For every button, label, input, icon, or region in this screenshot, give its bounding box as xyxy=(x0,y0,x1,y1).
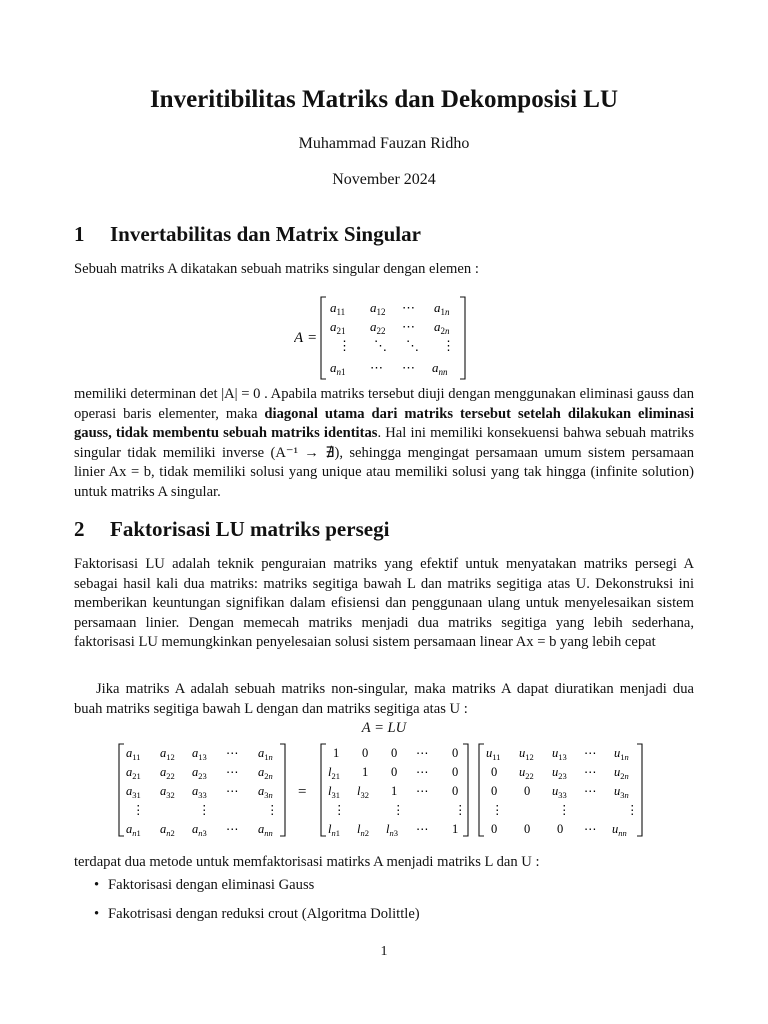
svg-text:⋯: ⋯ xyxy=(584,765,597,779)
svg-text:⋯: ⋯ xyxy=(416,765,429,779)
svg-text:⋯: ⋯ xyxy=(416,746,429,760)
svg-text:a2n: $a_{2n}$ xyxy=(434,319,450,336)
svg-text:a22: $a_{22}$ xyxy=(160,765,175,781)
svg-text:u22: $u_{22}$ xyxy=(519,765,534,781)
svg-text:a13: $a_{13}$ xyxy=(192,746,207,762)
svg-text:ann: $a_{nn}$ xyxy=(258,822,273,838)
svg-text:⋱: ⋱ xyxy=(374,338,387,353)
section-2-paragraph-3: terdapat dua metode untuk memfaktorisasi matirks A menjadi matriks L dan U : xyxy=(74,854,540,870)
svg-text:u12: $u_{12}$ xyxy=(519,746,534,762)
svg-text:a3n: $a_{3n}$ xyxy=(258,784,273,800)
svg-text:an3: $a_{n3}$ xyxy=(192,822,207,838)
svg-text:a12: $a_{12}$ xyxy=(160,746,175,762)
svg-text:a2n: $a_{2n}$ xyxy=(258,765,273,781)
svg-text:1: 1 xyxy=(391,784,398,798)
svg-text:⋯: ⋯ xyxy=(226,765,239,779)
svg-text:l21: $l_{21}$ xyxy=(328,765,340,781)
svg-text:0: 0 xyxy=(452,765,459,779)
svg-text:⋮: ⋮ xyxy=(626,803,639,817)
svg-text:u11: $u_{11}$ xyxy=(486,746,501,762)
svg-text:⋮: ⋮ xyxy=(454,803,467,817)
svg-text:l32: $l_{32}$ xyxy=(357,784,369,800)
svg-text:unn: $u_{nn}$ xyxy=(612,822,627,838)
svg-text:an2: $a_{n2}$ xyxy=(160,822,175,838)
svg-text:1: 1 xyxy=(452,822,459,836)
svg-text:⋯: ⋯ xyxy=(584,784,597,798)
list-item-text: Fakotrisasi dengan reduksi crout (Algoritma Dolittle) xyxy=(108,906,420,922)
svg-text:0: 0 xyxy=(491,765,498,779)
section-2-paragraph-1: Faktorisasi LU adalah teknik penguraian matriks yang efektif untuk menyatakan matriks persegi A sebagai hasil kali dua matriks: matriks segitiga bawah L dan matriks segitiga atas U. Dekonstruksi ini memberikan keuntungan signifikan dalam efisiensi dan penggunaan ulang untuk menyelesaikan sistem persamaan linier. Dengan memecah matriks menjadi dua matriks segitiga yang lebih sederhana, faktorisasi LU memungkinkan penyelesaian solusi sistem persamaan linear Ax = b yang lebih cepat xyxy=(74,556,694,650)
list-item xyxy=(94,906,420,923)
section-2-title: Faktorisasi LU matriks persegi xyxy=(110,517,390,541)
svg-text:⋯: ⋯ xyxy=(402,319,415,334)
svg-text:⋮: ⋮ xyxy=(333,803,346,817)
list-item xyxy=(94,877,314,894)
svg-text:⋱: ⋱ xyxy=(406,338,419,353)
bullet-icon: • xyxy=(94,906,100,922)
section-2-paragraph-2: Jika matriks A adalah sebuah matriks non-singular, maka matriks A dapat diuratikan menjadi dua buah matriks segitiga bawah L dengan dan matriks segitiga atas U : xyxy=(74,681,694,717)
svg-text:A: A xyxy=(294,330,304,346)
paper-title: Inveritibilitas Matriks dan Dekomposisi LU xyxy=(149,86,619,113)
svg-text:⋯: ⋯ xyxy=(402,300,415,315)
paper-date: November 2024 xyxy=(332,171,436,188)
svg-text:⋮: ⋮ xyxy=(558,803,571,817)
section-1-text-b: . Hal ini memiliki konsekuensi bahwa sebuah matriks singular tidak memiliki inverse (A⁻¹ → ∄), sehingga mengingat persamaan umum sistem persamaan linier Ax = b, tidak memiliki solusi yang unique atau memiliki solusi yang tak hingga (infinite solution) untuk matriks A singular. xyxy=(74,425,694,500)
svg-text:a33: $a_{33}$ xyxy=(192,784,207,800)
svg-text:=: = xyxy=(308,330,317,346)
svg-text:0: 0 xyxy=(452,746,459,760)
svg-text:1: 1 xyxy=(333,746,340,760)
svg-text:⋯: ⋯ xyxy=(584,822,597,836)
svg-text:0: 0 xyxy=(391,746,398,760)
svg-text:ln1: $l_{n1}$ xyxy=(328,822,340,838)
svg-text:a31: $a_{31}$ xyxy=(126,784,141,800)
svg-text:⋮: ⋮ xyxy=(338,338,351,353)
section-1-intro: Sebuah matriks A dikatakan sebuah matriks singular dengan elemen : xyxy=(74,261,479,277)
svg-text:u23: $u_{23}$ xyxy=(552,765,567,781)
svg-text:=: = xyxy=(298,784,307,800)
svg-text:⋯: ⋯ xyxy=(416,784,429,798)
svg-text:0: 0 xyxy=(391,765,398,779)
section-1-title: Invertabilitas dan Matrix Singular xyxy=(110,222,421,246)
svg-text:u3n: $u_{3n}$ xyxy=(614,784,629,800)
svg-text:a11: $a_{11}$ xyxy=(330,300,346,317)
svg-text:a1n: $a_{1n}$ xyxy=(434,300,450,317)
svg-text:a1n: $a_{1n}$ xyxy=(258,746,273,762)
list-item-text: Faktorisasi dengan eliminasi Gauss xyxy=(108,877,315,893)
bullet-icon: • xyxy=(94,877,100,893)
svg-text:0: 0 xyxy=(524,822,531,836)
svg-text:⋮: ⋮ xyxy=(198,803,211,817)
svg-text:⋯: ⋯ xyxy=(226,822,239,836)
svg-text:a21: $a_{21}$ xyxy=(330,319,346,336)
svg-text:⋮: ⋮ xyxy=(442,338,455,353)
svg-text:ln2: $l_{n2}$ xyxy=(357,822,369,838)
svg-text:1: 1 xyxy=(362,765,369,779)
section-1-heading xyxy=(74,222,421,247)
section-1-number: 1 xyxy=(74,222,85,246)
svg-text:a32: $a_{32}$ xyxy=(160,784,175,800)
svg-text:0: 0 xyxy=(491,822,498,836)
section-1-bold-text: diagonal utama dari matriks tersebut setelah dilakukan eliminasi gauss, tidak membentu sebuah matriks identitas xyxy=(74,405,694,441)
svg-text:l31: $l_{31}$ xyxy=(328,784,340,800)
svg-text:⋮: ⋮ xyxy=(491,803,504,817)
svg-text:⋯: ⋯ xyxy=(416,822,429,836)
svg-text:⋯: ⋯ xyxy=(402,360,415,375)
svg-text:⋯: ⋯ xyxy=(584,746,597,760)
lu-decomposition-matrices xyxy=(118,740,702,842)
section-2-heading xyxy=(74,517,389,542)
svg-text:0: 0 xyxy=(524,784,531,798)
lu-equation: A = LU xyxy=(361,720,407,736)
svg-text:0: 0 xyxy=(491,784,498,798)
svg-text:0: 0 xyxy=(362,746,369,760)
svg-text:0: 0 xyxy=(452,784,459,798)
svg-text:a23: $a_{23}$ xyxy=(192,765,207,781)
svg-text:an1: $a_{n1}$ xyxy=(330,360,346,377)
svg-text:u1n: $u_{1n}$ xyxy=(614,746,629,762)
svg-text:⋮: ⋮ xyxy=(392,803,405,817)
section-2-number: 2 xyxy=(74,517,85,541)
svg-text:a11: $a_{11}$ xyxy=(126,746,141,762)
svg-text:a22: $a_{22}$ xyxy=(370,319,386,336)
author-name: Muhammad Fauzan Ridho xyxy=(298,135,470,152)
svg-text:an1: $a_{n1}$ xyxy=(126,822,141,838)
page-number: 1 xyxy=(380,944,388,959)
svg-text:⋯: ⋯ xyxy=(226,784,239,798)
svg-text:⋮: ⋮ xyxy=(266,803,279,817)
svg-text:u2n: $u_{2n}$ xyxy=(614,765,629,781)
svg-text:0: 0 xyxy=(557,822,564,836)
svg-text:a21: $a_{21}$ xyxy=(126,765,141,781)
section-1-text-a: memiliki determinan det |A| = 0 . Apabila matriks tersebut diuji dengan menggunakan eliminasi gauss dan operasi baris elementer, maka xyxy=(74,386,694,422)
singular-matrix-equation xyxy=(294,292,474,384)
svg-text:a12: $a_{12}$ xyxy=(370,300,386,317)
svg-text:⋯: ⋯ xyxy=(226,746,239,760)
svg-text:ln3: $l_{n3}$ xyxy=(386,822,398,838)
section-1-paragraph xyxy=(74,385,694,502)
svg-text:⋯: ⋯ xyxy=(370,360,383,375)
svg-text:ann: $a_{nn}$ xyxy=(432,360,448,377)
svg-text:u13: $u_{13}$ xyxy=(552,746,567,762)
svg-text:⋮: ⋮ xyxy=(132,803,145,817)
svg-text:u33: $u_{33}$ xyxy=(552,784,567,800)
